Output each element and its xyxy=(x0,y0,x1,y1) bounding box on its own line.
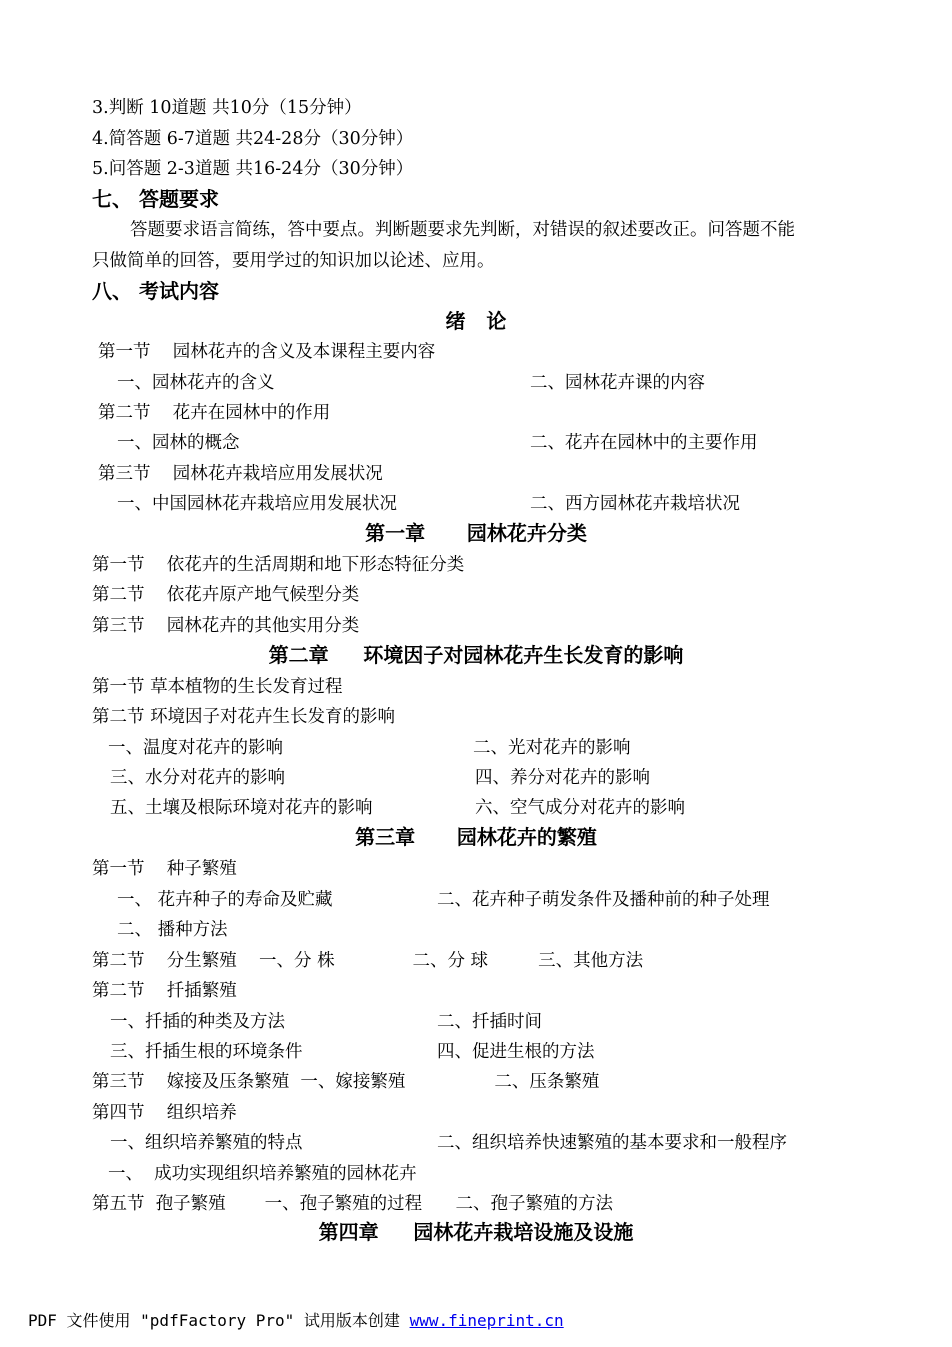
paragraph-line: 答题要求语言简练，答中要点。判断题要求先判断，对错误的叙述要改正。问答题不能 xyxy=(130,220,795,240)
exam-format-item: 5.问答题 2-3道题 共16-24分（30分钟） xyxy=(92,159,414,179)
footer-link[interactable]: www.fineprint.cn xyxy=(409,1311,564,1330)
subsection-line: 二、西方园林花卉栽培状况 xyxy=(530,494,740,514)
subsection-line: 二、花卉在园林中的主要作用 xyxy=(530,433,758,453)
chapter-title: 第四章 园林花卉栽培设施及设施 xyxy=(318,1220,634,1244)
subsection-line: 一、 花卉种子的寿命及贮藏 xyxy=(117,890,333,910)
section-line: 第二节 扦插繁殖 xyxy=(92,981,237,1001)
subsection-line: 四、促进生根的方法 xyxy=(437,1042,595,1062)
chapter-title: 第二章 环境因子对园林花卉生长发育的影响 xyxy=(268,643,684,667)
subsection-line: 一、园林的概念 xyxy=(117,433,240,453)
section-heading: 八、 考试内容 xyxy=(92,279,219,303)
section-heading: 七、 答题要求 xyxy=(92,187,219,211)
subsection-line: 五、土壤及根际环境对花卉的影响 xyxy=(110,798,373,818)
subsection-line: 一、中国园林花卉栽培应用发展状况 xyxy=(117,494,397,514)
section-line: 第一节 依花卉的生活周期和地下形态特征分类 xyxy=(92,555,465,575)
subsection-line: 二、组织培养快速繁殖的基本要求和一般程序 xyxy=(437,1133,787,1153)
section-line: 第四节 组织培养 xyxy=(92,1103,237,1123)
section-line: 第二节 环境因子对花卉生长发育的影响 xyxy=(92,707,396,727)
subsection-line: 六、空气成分对花卉的影响 xyxy=(475,798,685,818)
exam-format-item: 4.简答题 6-7道题 共24-28分（30分钟） xyxy=(92,129,414,149)
subsection-line: 四、养分对花卉的影响 xyxy=(475,768,650,788)
subsection-line: 一、 成功实现组织培养繁殖的园林花卉 xyxy=(108,1164,417,1184)
subsection-line: 二、花卉种子萌发条件及播种前的种子处理 xyxy=(437,890,770,910)
section-line: 第二节 依花卉原产地气候型分类 xyxy=(92,585,360,605)
section-line: 第三节 园林花卉栽培应用发展状况 xyxy=(98,464,383,484)
subsection-line: 一、扦插的种类及方法 xyxy=(110,1012,285,1032)
subsection-line: 二、 播种方法 xyxy=(117,920,228,940)
subsection-line: 三、扦插生根的环境条件 xyxy=(110,1042,303,1062)
subsection-line: 一、园林花卉的含义 xyxy=(117,373,275,393)
subsection-line: 三、水分对花卉的影响 xyxy=(110,768,285,788)
exam-format-item: 3.判断 10道题 共10分（15分钟） xyxy=(92,98,362,118)
section-line: 第三节 园林花卉的其他实用分类 xyxy=(92,616,360,636)
section-line: 第五节 孢子繁殖 一、孢子繁殖的过程 二、孢子繁殖的方法 xyxy=(92,1194,613,1214)
section-line: 第二节 花卉在园林中的作用 xyxy=(98,403,331,423)
chapter-title: 绪 论 xyxy=(445,309,507,333)
pdf-footer xyxy=(28,1311,564,1331)
chapter-title: 第一章 园林花卉分类 xyxy=(365,521,587,545)
footer-text: PDF 文件使用 "pdfFactory Pro" 试用版本创建 xyxy=(28,1311,410,1330)
subsection-line: 二、光对花卉的影响 xyxy=(473,738,631,758)
section-line: 第一节 种子繁殖 xyxy=(92,859,237,879)
section-line: 第二节 分生繁殖 一、分 株 二、分 球 三、其他方法 xyxy=(92,951,644,971)
section-line: 第三节 嫁接及压条繁殖 一、嫁接繁殖 二、压条繁殖 xyxy=(92,1072,600,1092)
section-line: 第一节 草本植物的生长发育过程 xyxy=(92,677,343,697)
section-line: 第一节 园林花卉的含义及本课程主要内容 xyxy=(98,342,436,362)
subsection-line: 一、温度对花卉的影响 xyxy=(108,738,283,758)
subsection-line: 二、扦插时间 xyxy=(437,1012,542,1032)
paragraph-line: 只做简单的回答，要用学过的知识加以论述、应用。 xyxy=(92,251,495,271)
chapter-title: 第三章 园林花卉的繁殖 xyxy=(355,825,597,849)
subsection-line: 一、组织培养繁殖的特点 xyxy=(110,1133,303,1153)
subsection-line: 二、园林花卉课的内容 xyxy=(530,373,705,393)
